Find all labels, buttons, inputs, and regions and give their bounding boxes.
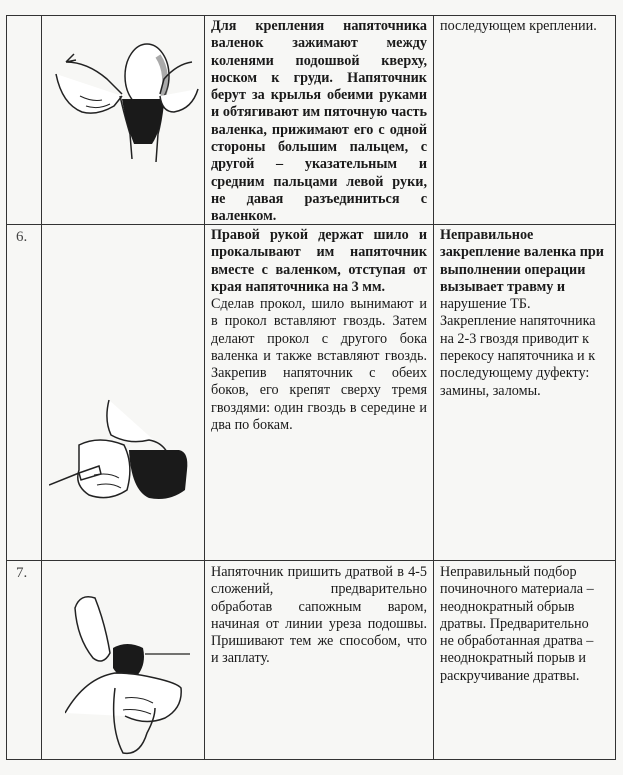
procedure-text: Сделав прокол, шило вынимают и в прокол вставляют гвоздь. Затем делают прокол с другого бока валенка и также вставляют гвоздь. Закрепив напяточник с обеих боков, его крепят сверху тремя гвоздями: один гвоздь в середине и два по бокам. (211, 296, 427, 434)
illustration-sewing-heel-patch (65, 578, 205, 758)
errors-text: последующем креплении. (440, 18, 597, 34)
column-divider (41, 16, 42, 759)
illustration-awl-piercing (49, 390, 209, 520)
errors-line: Закрепление напяточника (440, 313, 596, 330)
errors-line: починочного материала – (440, 581, 594, 598)
errors-list (440, 227, 612, 400)
errors-line: неоднократный обрыв (440, 598, 575, 615)
procedure-text-bold: Правой рукой держат шило и прокалывают им напяточник вместе с валенком, отступая от края напяточника на 3 мм. (211, 227, 427, 295)
row-divider (7, 560, 615, 561)
errors-line: дратвы. Предварительно (440, 615, 589, 632)
column-divider (433, 16, 434, 759)
errors-line: раскручивание дратвы. (440, 667, 580, 684)
errors-line: вызывает травму и (440, 278, 566, 295)
errors-list (440, 564, 612, 685)
errors-line: закрепление валенка при (440, 244, 604, 261)
illustration-boot-heel-patch (52, 34, 202, 174)
step-number: 6. (16, 229, 28, 245)
step-number: 7. (16, 565, 28, 581)
errors-line: не обработанная дратва – (440, 633, 594, 650)
errors-line: на 2-3 гвоздя приводит к (440, 330, 590, 347)
errors-line: перекосу напяточника и к (440, 348, 596, 365)
errors-line: выполнении операции (440, 261, 586, 278)
errors-line: нарушение ТБ. (440, 296, 531, 313)
errors-line: Неправильное (440, 227, 534, 243)
procedure-text: Для крепления напяточника валенок зажимают между коленями подошвой кверху, носком к груди. Напяточник берут за крылья обеими руками и обтягивают им пяточную часть валенка, прижимают его с одной стороны большим пальцем, с другой – указательным и средним пальцами левой руки, не давая разъединиться с валенком. (211, 18, 427, 225)
errors-line: замины, заломы. (440, 382, 541, 399)
errors-line: Неправильный подбор (440, 564, 577, 580)
instruction-table (6, 15, 616, 760)
procedure-text: Напяточник пришить дратвой в 4-5 сложений, предварительно обработав сапожным варом, начиная от линии уреза подошвы. Пришивают тем же способом, что и заплату. (211, 564, 427, 667)
errors-line: неоднократный порыв и (440, 650, 587, 667)
errors-line: последующему дуфекту: (440, 365, 590, 382)
